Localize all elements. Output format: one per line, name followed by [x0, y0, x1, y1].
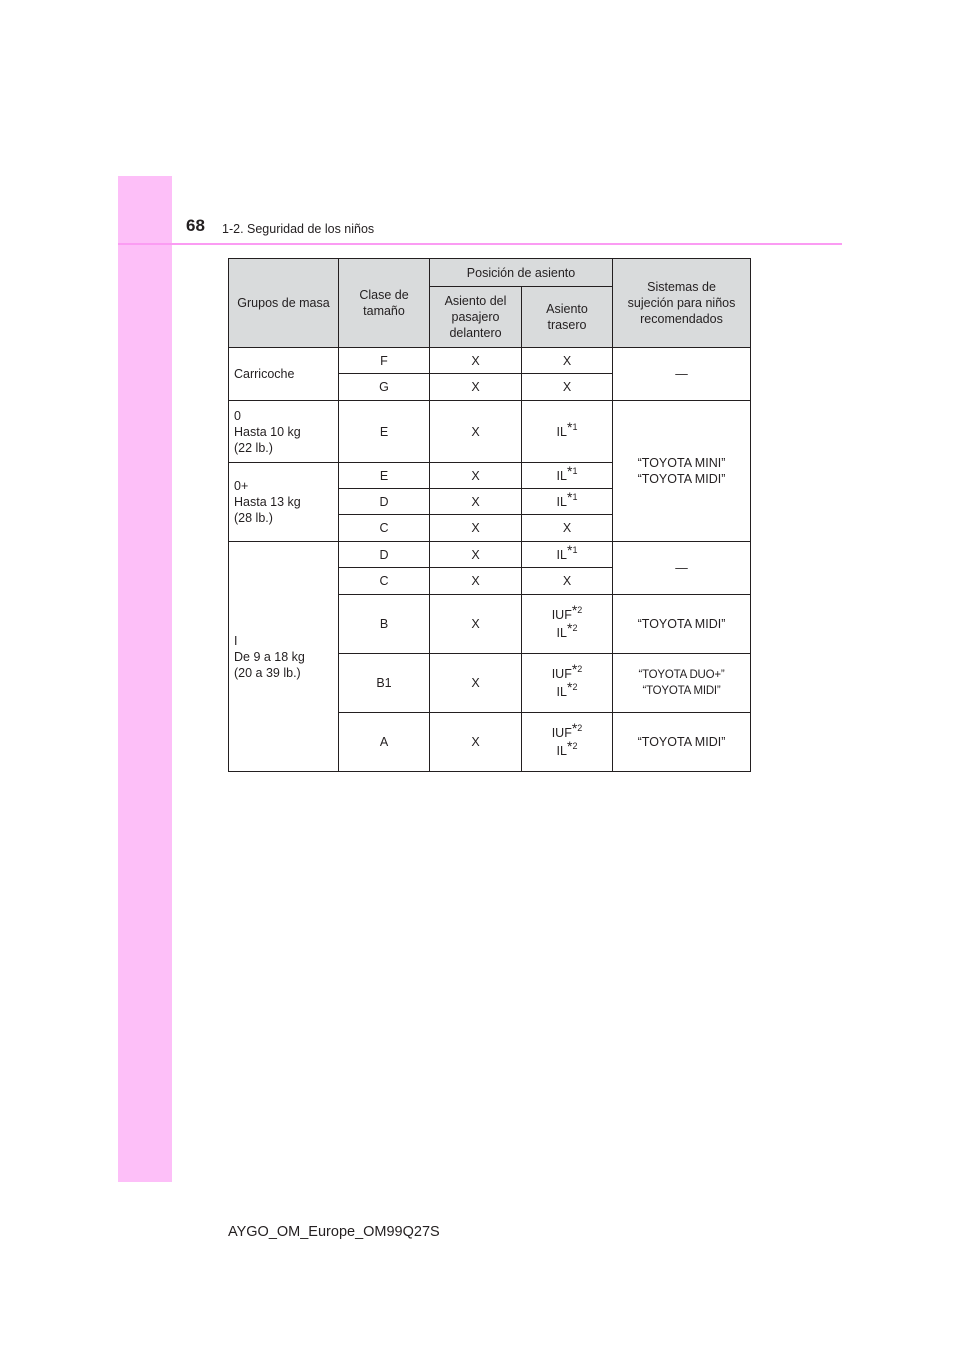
footnote-star: * — [571, 720, 578, 736]
header-clase: Clase de tamaño — [339, 259, 430, 348]
footnote-number: 1 — [572, 491, 578, 502]
header-grupos: Grupos de masa — [229, 259, 339, 348]
delantero-cell: X — [430, 374, 522, 401]
footnote-number: 2 — [572, 741, 578, 751]
clase-cell: C — [339, 515, 430, 542]
trasero-value: IUF — [551, 608, 572, 622]
delantero-cell: X — [430, 595, 522, 654]
sistemas-cell: — — [613, 542, 751, 595]
trasero-value: IL — [556, 547, 567, 562]
clase-cell: F — [339, 348, 430, 374]
header-trasero: Asiento trasero — [522, 287, 613, 348]
clase-cell: D — [339, 542, 430, 568]
trasero-value: IUF — [551, 726, 572, 740]
footnote-number: 2 — [572, 623, 578, 633]
footnote-star: * — [566, 620, 573, 636]
delantero-cell: X — [430, 568, 522, 595]
group-cell: 0 Hasta 10 kg (22 lb.) — [229, 401, 339, 463]
trasero-cell — [522, 713, 613, 772]
clase-cell: A — [339, 713, 430, 772]
delantero-cell: X — [430, 401, 522, 463]
trasero-cell: X — [522, 568, 613, 595]
footnote-number: 1 — [572, 421, 578, 432]
footnote-number: 1 — [572, 465, 578, 476]
trasero-cell — [522, 542, 613, 568]
trasero-cell: X — [522, 348, 613, 374]
footnote-star: * — [566, 418, 573, 435]
footnote-star: * — [566, 488, 573, 505]
trasero-cell — [522, 654, 613, 713]
clase-cell: D — [339, 489, 430, 515]
header-delantero: Asiento del pasajero delantero — [430, 287, 522, 348]
delantero-cell: X — [430, 713, 522, 772]
table-row — [229, 348, 751, 374]
footnote-number: 2 — [572, 682, 578, 692]
group-cell: 0+ Hasta 13 kg (28 lb.) — [229, 463, 339, 542]
footnote-star: * — [566, 462, 573, 479]
footnote-star: * — [571, 602, 578, 618]
delantero-cell: X — [430, 515, 522, 542]
trasero-cell: X — [522, 374, 613, 401]
footnote-number: 1 — [572, 544, 578, 555]
sistemas-cell: “TOYOTA DUO+” “TOYOTA MIDI” — [613, 654, 751, 713]
footnote-number: 2 — [577, 664, 583, 674]
group-cell: I De 9 a 18 kg (20 a 39 lb.) — [229, 542, 339, 772]
delantero-cell: X — [430, 463, 522, 489]
trasero-value: IUF — [551, 667, 572, 681]
footnote-star: * — [566, 541, 573, 558]
sistemas-cell: “TOYOTA MINI” “TOYOTA MIDI” — [613, 401, 751, 542]
clase-cell: E — [339, 401, 430, 463]
trasero-value: IL — [556, 685, 567, 699]
footnote-star: * — [566, 679, 573, 695]
trasero-cell — [522, 489, 613, 515]
trasero-value: IL — [556, 468, 567, 483]
footnote-star: * — [566, 738, 573, 754]
delantero-cell: X — [430, 542, 522, 568]
sistemas-cell: — — [613, 348, 751, 401]
header-divider — [118, 243, 842, 245]
side-tab-band — [118, 176, 172, 1182]
child-seat-table — [228, 258, 751, 772]
page-number: 68 — [186, 216, 205, 235]
trasero-value: IL — [556, 424, 567, 439]
clase-cell: C — [339, 568, 430, 595]
trasero-cell: X — [522, 515, 613, 542]
footnote-number: 2 — [577, 605, 583, 615]
table-row — [229, 542, 751, 568]
footnote-star: * — [571, 661, 578, 677]
table-row — [229, 401, 751, 463]
delantero-cell: X — [430, 654, 522, 713]
sistemas-cell: “TOYOTA MIDI” — [613, 595, 751, 654]
header-sistemas: Sistemas de sujeción para niños recomendados — [613, 259, 751, 348]
trasero-value: IL — [556, 494, 567, 509]
trasero-cell — [522, 595, 613, 654]
group-cell: Carricoche — [229, 348, 339, 401]
document-id: AYGO_OM_Europe_OM99Q27S — [228, 1224, 440, 1240]
clase-cell: B1 — [339, 654, 430, 713]
trasero-cell — [522, 401, 613, 463]
section-title: 1-2. Seguridad de los niños — [222, 222, 375, 236]
footnote-number: 2 — [577, 723, 583, 733]
trasero-value: IL — [556, 626, 567, 640]
clase-cell: G — [339, 374, 430, 401]
delantero-cell: X — [430, 489, 522, 515]
trasero-cell — [522, 463, 613, 489]
delantero-cell: X — [430, 348, 522, 374]
clase-cell: E — [339, 463, 430, 489]
trasero-value: IL — [556, 744, 567, 758]
clase-cell: B — [339, 595, 430, 654]
sistemas-cell: “TOYOTA MIDI” — [613, 713, 751, 772]
header-posicion: Posición de asiento — [430, 259, 613, 287]
